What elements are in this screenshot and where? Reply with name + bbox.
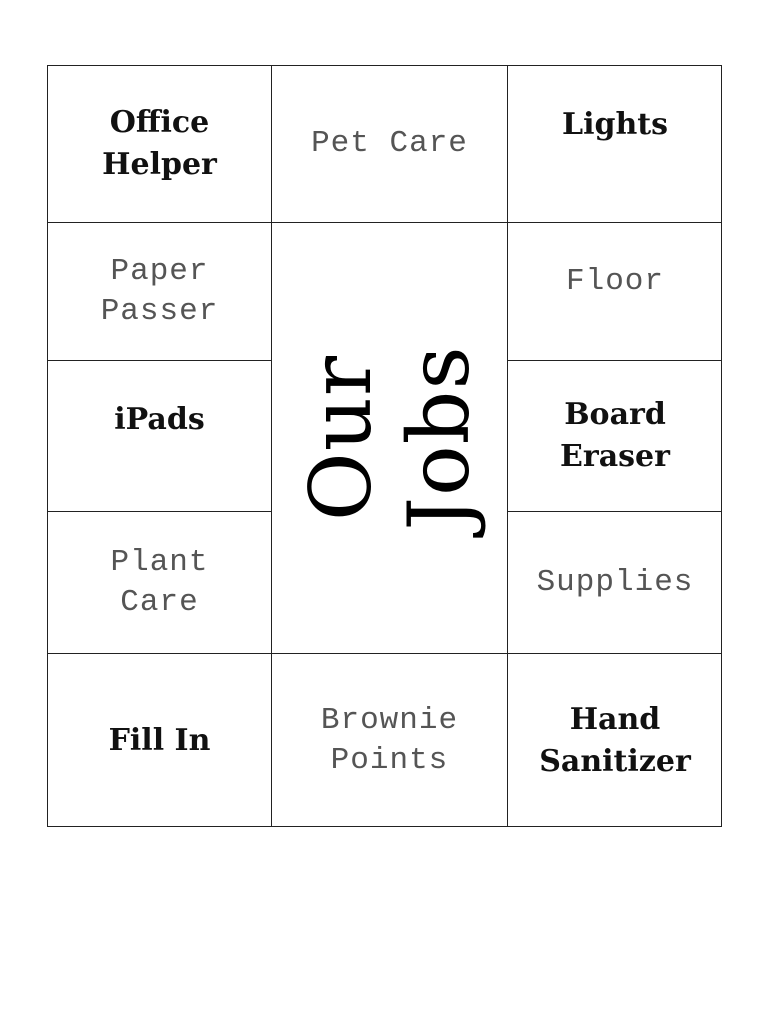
- job-cell-floor: [507, 222, 722, 360]
- job-label: Lights: [561, 107, 669, 142]
- job-cell-lights: [507, 65, 722, 222]
- job-label: Paper Passer: [100, 253, 219, 329]
- job-cell-pet-care: [271, 65, 507, 222]
- job-label: Pet Care: [311, 126, 468, 161]
- job-label: Brownie Points: [320, 702, 459, 778]
- job-cell-supplies: [507, 511, 722, 653]
- job-label: Board Eraser: [560, 397, 670, 474]
- job-cell-paper-passer: [47, 222, 271, 360]
- job-label: Hand Sanitizer: [539, 701, 691, 779]
- job-label: Office Helper: [102, 105, 217, 182]
- job-cell-office-helper: [47, 65, 271, 222]
- title-cell: [271, 222, 507, 653]
- job-label: Plant Care: [110, 544, 209, 620]
- job-cell-fill-in: [47, 653, 271, 827]
- job-cell-plant-care: [47, 511, 271, 653]
- job-cell-brownie-points: [271, 653, 507, 827]
- job-label: iPads: [114, 402, 205, 437]
- job-label: Fill In: [108, 722, 211, 758]
- job-cell-ipads: [47, 360, 271, 511]
- jobs-chart: [47, 65, 722, 827]
- job-cell-hand-sanitizer: [507, 653, 722, 827]
- job-cell-board-eraser: [507, 360, 722, 511]
- job-label: Floor: [565, 264, 664, 299]
- job-label: Supplies: [536, 564, 694, 600]
- page-title: Our Jobs: [291, 345, 488, 531]
